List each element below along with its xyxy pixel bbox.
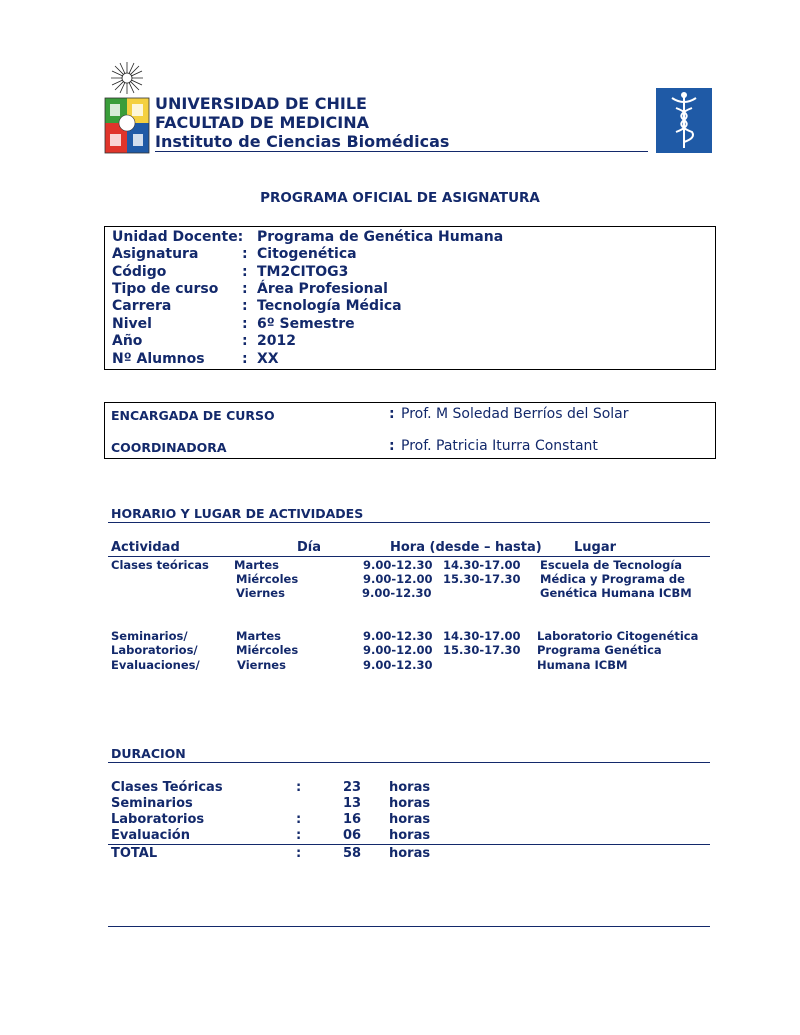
info-separator: : xyxy=(242,333,248,349)
time-end-cell: 14.30-17.00 xyxy=(443,558,521,572)
duration-label: Evaluación xyxy=(111,828,190,843)
info-separator: : xyxy=(242,316,248,332)
duration-unit: horas xyxy=(389,846,431,861)
university-name: UNIVERSIDAD DE CHILE xyxy=(155,94,367,113)
university-crest-logo xyxy=(103,60,151,155)
place-cell: Genética Humana ICBM xyxy=(540,586,692,600)
activity-cell: Seminarios/ xyxy=(111,629,188,643)
place-cell: Laboratorio Citogenética xyxy=(537,629,699,643)
duration-separator: : xyxy=(296,780,302,795)
col-header-dia: Día xyxy=(297,540,322,555)
time-end-cell: 15.30-17.30 xyxy=(443,643,521,657)
day-cell: Martes xyxy=(234,558,280,572)
duration-hours: 13 xyxy=(343,796,362,811)
unidad-docente-value: Programa de Genética Humana xyxy=(257,229,504,245)
header-underline xyxy=(155,151,648,152)
duration-hours: 16 xyxy=(343,812,362,827)
duration-hours: 06 xyxy=(343,828,362,843)
faculty-name: FACULTAD DE MEDICINA xyxy=(155,113,369,132)
info-separator: : xyxy=(242,281,248,297)
time-start-cell: 9.00-12.30 xyxy=(363,558,433,572)
info-label: Carrera xyxy=(112,298,172,314)
info-label: Nº Alumnos xyxy=(112,351,205,367)
time-start-cell: 9.00-12.30 xyxy=(362,586,432,600)
coordinadora-separator: : xyxy=(389,438,395,454)
time-start-cell: 9.00-12.30 xyxy=(363,658,433,672)
duration-unit: horas xyxy=(389,828,431,843)
activity-cell: Laboratorios/ xyxy=(111,643,198,657)
place-cell: Humana ICBM xyxy=(537,658,628,672)
place-cell: Escuela de Tecnología xyxy=(540,558,683,572)
time-end-cell: 14.30-17.00 xyxy=(443,629,521,643)
coordinadora-value: Prof. Patricia Iturra Constant xyxy=(401,438,598,454)
duration-unit: horas xyxy=(389,796,431,811)
duration-label: Seminarios xyxy=(111,796,193,811)
duration-separator: : xyxy=(296,828,302,843)
info-value: 6º Semestre xyxy=(257,316,355,332)
info-value: TM2CITOG3 xyxy=(257,264,349,280)
day-cell: Viernes xyxy=(236,586,285,600)
info-value: Tecnología Médica xyxy=(257,298,402,314)
info-value: 2012 xyxy=(257,333,296,349)
staff-box xyxy=(104,402,716,459)
schedule-section-title: HORARIO Y LUGAR DE ACTIVIDADES xyxy=(111,506,364,521)
time-start-cell: 9.00-12.30 xyxy=(363,629,433,643)
footer-rule xyxy=(108,926,710,927)
duration-unit: horas xyxy=(389,812,431,827)
duration-separator: : xyxy=(296,846,302,861)
activity-cell: Evaluaciones/ xyxy=(111,658,200,672)
faculty-caduceus-logo xyxy=(656,88,712,153)
time-end-cell: 15.30-17.30 xyxy=(443,572,521,586)
place-cell: Médica y Programa de xyxy=(540,572,685,586)
duration-separator: : xyxy=(296,812,302,827)
info-separator: : xyxy=(242,298,248,314)
info-label: Asignatura xyxy=(112,246,199,262)
day-cell: Miércoles xyxy=(236,643,299,657)
place-cell: Programa Genética xyxy=(537,643,662,657)
time-start-cell: 9.00-12.00 xyxy=(363,572,433,586)
col-header-hora: Hora (desde – hasta) xyxy=(390,540,542,555)
info-label: Año xyxy=(112,333,143,349)
col-header-actividad: Actividad xyxy=(111,540,180,555)
schedule-header-rule xyxy=(108,556,710,557)
day-cell: Viernes xyxy=(237,658,286,672)
course-info-box xyxy=(104,226,716,370)
coordinadora-label: COORDINADORA xyxy=(111,440,227,455)
info-separator: : xyxy=(242,264,248,280)
encargada-value: Prof. M Soledad Berríos del Solar xyxy=(401,406,629,422)
duration-label: Laboratorios xyxy=(111,812,205,827)
schedule-title-rule xyxy=(108,522,710,523)
duration-label: Clases Teóricas xyxy=(111,780,223,795)
duration-title-rule xyxy=(108,762,710,763)
institute-name: Instituto de Ciencias Biomédicas xyxy=(155,132,450,151)
info-separator: : xyxy=(242,351,248,367)
unidad-docente-label: Unidad Docente: xyxy=(112,229,244,245)
duration-unit: horas xyxy=(389,780,431,795)
encargada-separator: : xyxy=(389,406,395,422)
duration-section-title: DURACION xyxy=(111,746,186,761)
info-label: Nivel xyxy=(112,316,152,332)
day-cell: Miércoles xyxy=(236,572,299,586)
day-cell: Martes xyxy=(236,629,282,643)
duration-total-hours: 58 xyxy=(343,846,362,861)
document-title: PROGRAMA OFICIAL DE ASIGNATURA xyxy=(260,190,540,206)
info-value: Citogenética xyxy=(257,246,357,262)
info-value: XX xyxy=(257,351,279,367)
duration-hours: 23 xyxy=(343,780,362,795)
activity-cell: Clases teóricas xyxy=(111,558,209,572)
duration-total-rule xyxy=(108,844,710,845)
info-label: Código xyxy=(112,264,167,280)
col-header-lugar: Lugar xyxy=(574,540,617,555)
info-separator: : xyxy=(242,246,248,262)
encargada-label: ENCARGADA DE CURSO xyxy=(111,408,275,423)
info-value: Área Profesional xyxy=(257,281,388,297)
time-start-cell: 9.00-12.00 xyxy=(363,643,433,657)
info-label: Tipo de curso xyxy=(112,281,219,297)
duration-total-label: TOTAL xyxy=(111,846,158,861)
